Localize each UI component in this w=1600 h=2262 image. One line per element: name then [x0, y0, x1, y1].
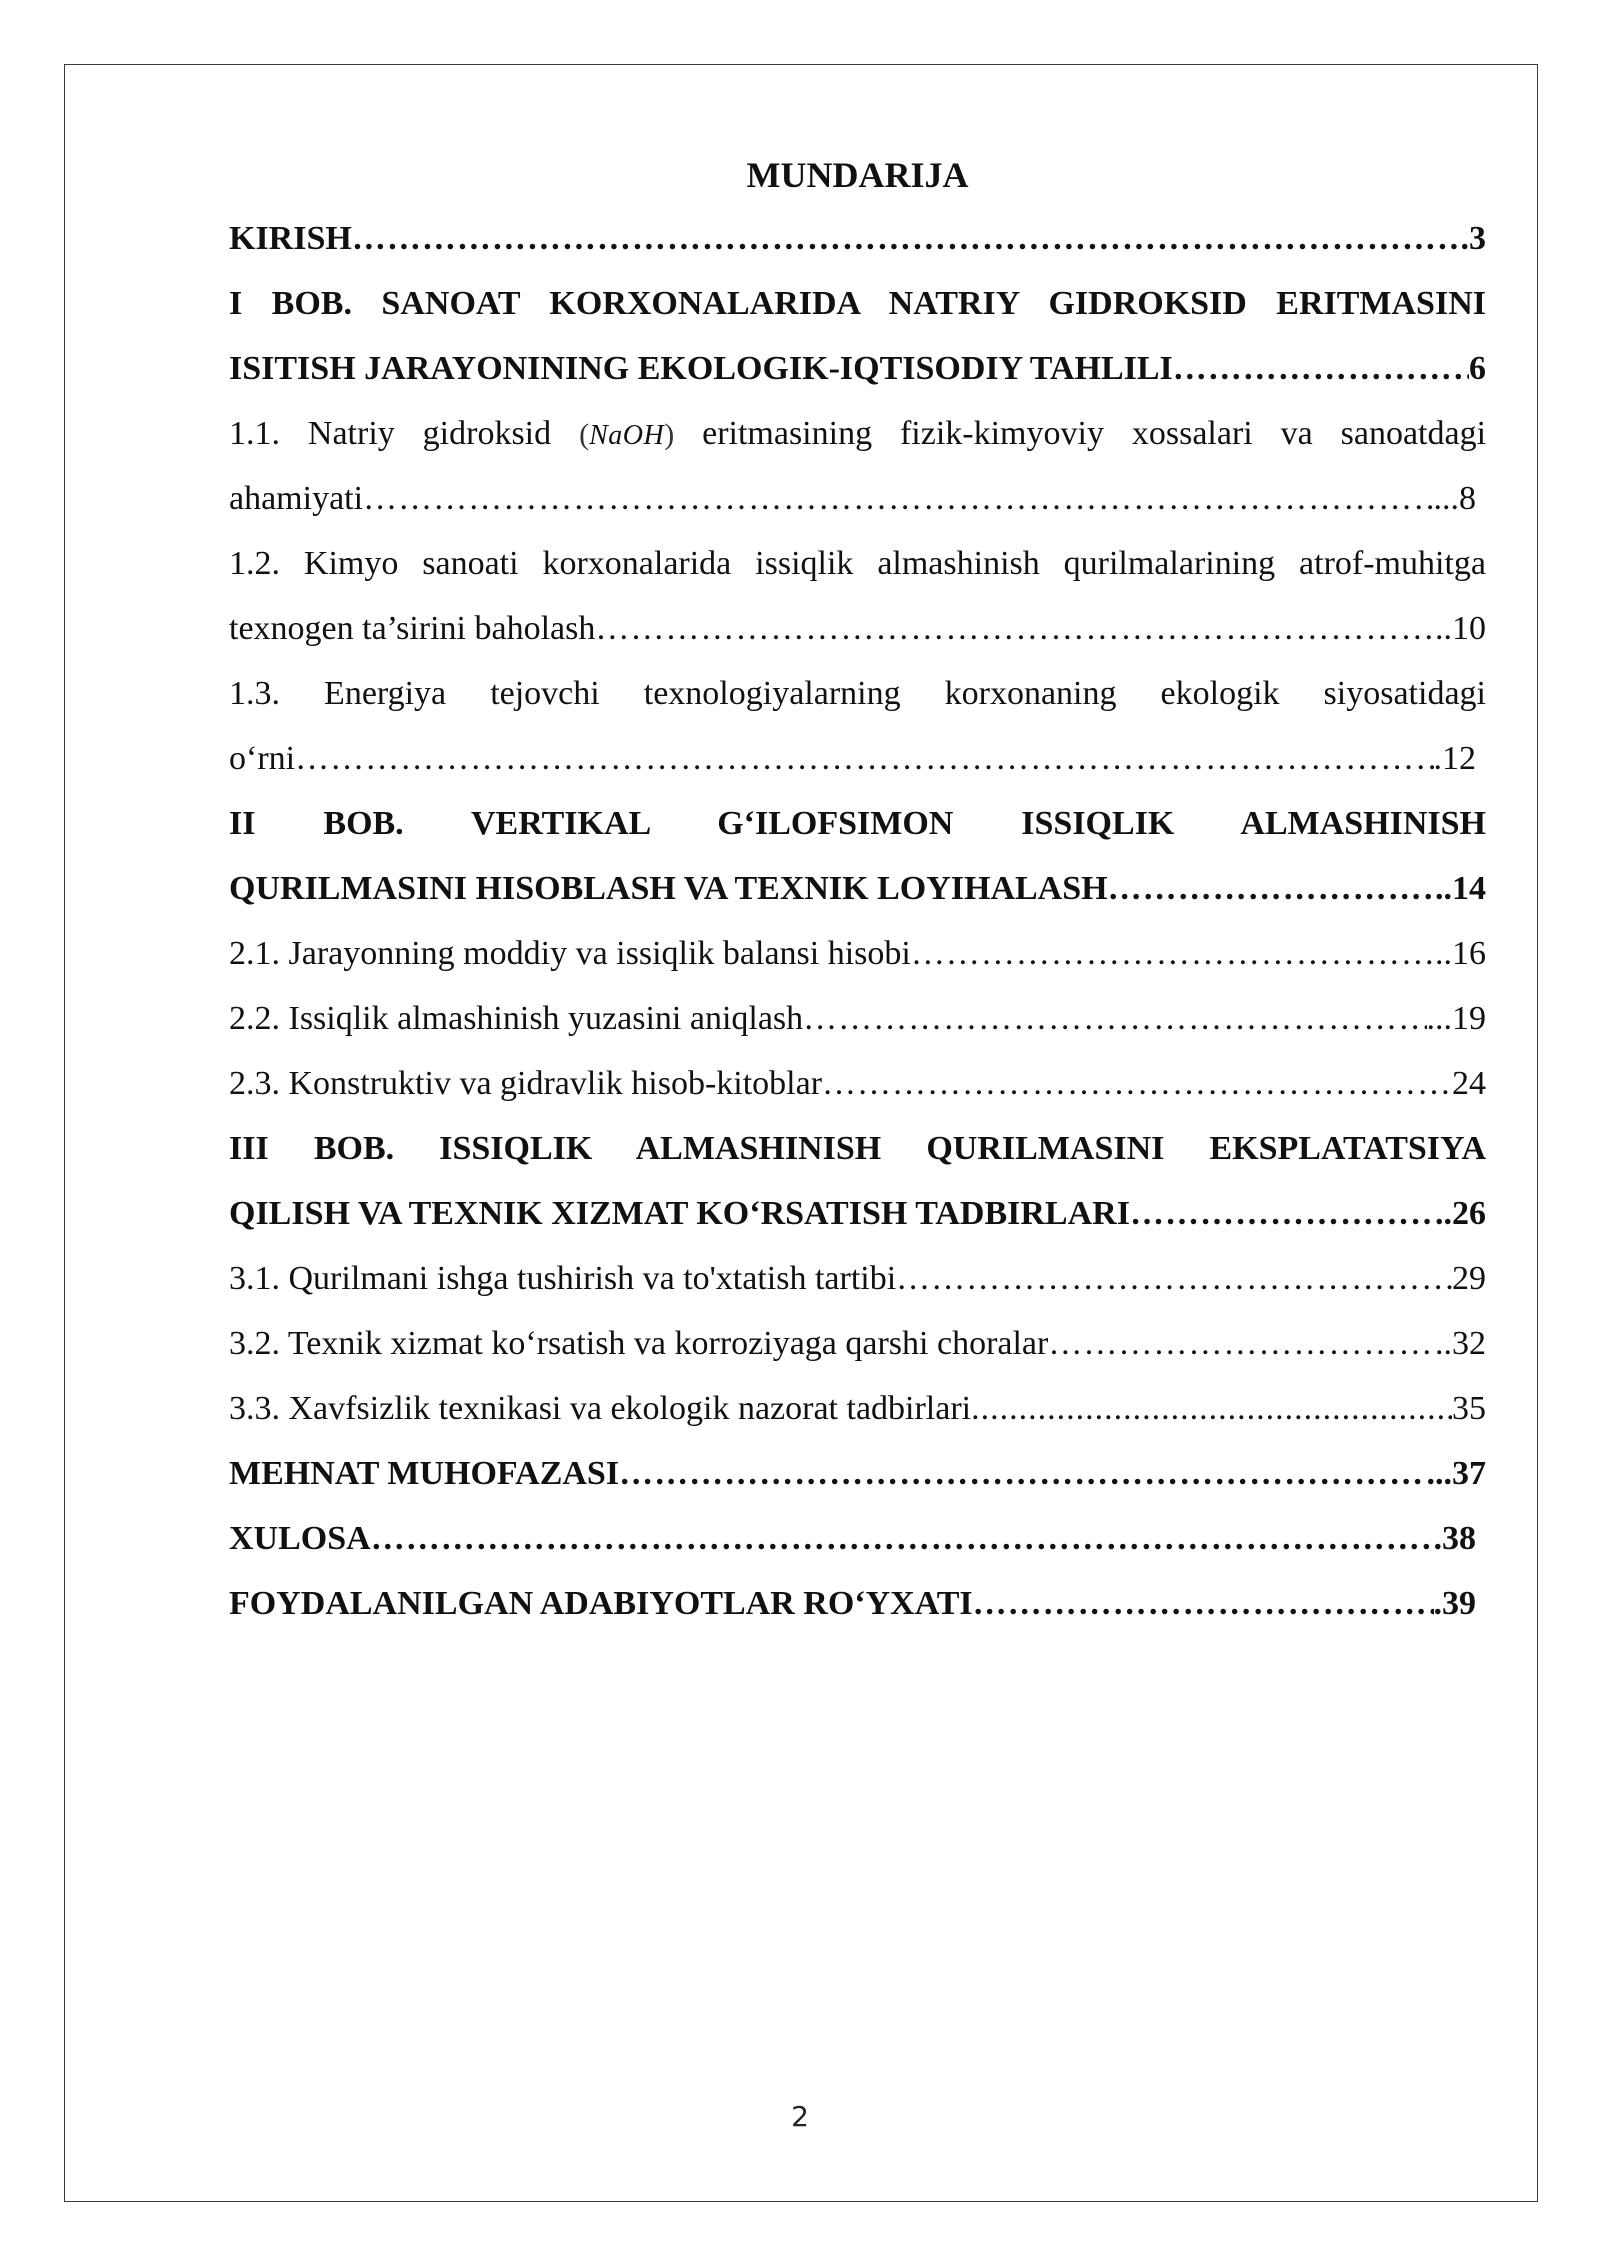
toc-page-number: ...19	[1426, 1000, 1486, 1037]
toc-entry-chapter-1-line-2[interactable]	[229, 336, 1486, 401]
toc-page-number: ...37	[1426, 1455, 1486, 1492]
dot-leader	[295, 726, 1433, 791]
toc-entry-label: 1.1. Natriy gidroksid	[229, 415, 552, 452]
toc-entry-section-2-3[interactable]	[229, 1051, 1486, 1116]
page-number: 2	[791, 2100, 809, 2133]
toc-entry-section-3-2[interactable]	[229, 1311, 1486, 1376]
toc-entry-section-3-3[interactable]	[229, 1376, 1486, 1441]
toc-page-number: 29	[1452, 1260, 1486, 1297]
dot-leader	[363, 466, 1433, 531]
toc-entry-kirish[interactable]	[229, 206, 1486, 271]
toc-entry-label: 3.3. Xavfsizlik texnikasi va ekologik nazorat tadbirlari	[229, 1390, 972, 1427]
dot-leader	[352, 206, 1461, 271]
dot-leader	[1130, 1181, 1435, 1246]
toc-entry-section-2-2[interactable]	[229, 986, 1486, 1051]
toc-page-number: .3	[1460, 220, 1486, 257]
toc-page-number: ..10	[1435, 610, 1486, 647]
dot-leader	[1108, 856, 1435, 921]
toc-entry-label: MEHNAT MUHOFAZASI	[229, 1455, 620, 1492]
toc-entry-section-1-1-line-1[interactable]	[229, 401, 1486, 466]
toc-entry-label: 2.2. Issiqlik almashinish yuzasini aniqlash	[229, 1000, 804, 1037]
dot-leader	[896, 1246, 1452, 1311]
toc-page-number: ...8	[1433, 480, 1476, 517]
dot-leader	[1048, 1311, 1435, 1376]
toc-entry-chapter-3-line-2[interactable]	[229, 1181, 1486, 1246]
toc-entry-label: ahamiyati	[229, 480, 364, 517]
formula: (NaOH)	[579, 418, 675, 451]
dot-leader	[1173, 336, 1469, 401]
toc-entry-section-2-1[interactable]	[229, 921, 1486, 986]
toc-entry-section-1-2-line-1[interactable]: 1.2. Kimyo sanoati korxonalarida issiqlik almashinish qurilmalarining atrof-muhitga	[229, 545, 1486, 582]
toc-entry-label: 2.3. Konstruktiv va gidravlik hisob-kitoblar	[229, 1065, 823, 1102]
toc-entry-chapter-2-line-2[interactable]	[229, 856, 1486, 921]
toc-entry-section-3-1[interactable]	[229, 1246, 1486, 1311]
toc-page-number: .12	[1433, 740, 1476, 777]
dot-leader	[971, 1376, 1452, 1441]
toc-page-number: ..14	[1435, 870, 1486, 907]
table-of-contents	[229, 144, 1486, 1636]
dot-leader	[803, 986, 1426, 1051]
toc-entry-chapter-1-line-1[interactable]: I BOB. SANOAT KORXONALARIDA NATRIY GIDROKSID ERITMASINI	[229, 285, 1486, 322]
dot-leader	[371, 1506, 1442, 1571]
toc-entry-label: FOYDALANILGAN ADABIYOTLAR RO‘YXATI	[229, 1585, 973, 1622]
toc-page-number: ..16	[1435, 935, 1486, 972]
toc-entry-section-1-3-line-1[interactable]: 1.3. Energiya tejovchi texnologiyalarning korxonaning ekologik siyosatidagi	[229, 675, 1486, 712]
dot-leader	[595, 596, 1435, 661]
toc-entry-adabiyotlar[interactable]	[229, 1571, 1476, 1636]
toc-page-number: 24	[1452, 1065, 1486, 1102]
toc-entry-mehnat-muhofazasi[interactable]	[229, 1441, 1486, 1506]
toc-entry-label: XULOSA	[229, 1520, 371, 1557]
toc-entry-chapter-2-line-1[interactable]: II BOB. VERTIKAL G‘ILOFSIMON ISSIQLIK ALMASHINISH	[229, 805, 1486, 842]
dot-leader	[822, 1051, 1452, 1116]
toc-page-number: 35	[1452, 1390, 1486, 1427]
toc-entry-label: 3.2. Texnik xizmat ko‘rsatish va korroziyaga qarshi choralar	[229, 1325, 1049, 1362]
toc-page-number: 38	[1442, 1520, 1476, 1557]
toc-page-number: 6	[1469, 350, 1486, 387]
toc-page-number: ..26	[1435, 1195, 1486, 1232]
toc-entry-xulosa[interactable]	[229, 1506, 1476, 1571]
toc-entry-chapter-3-line-1[interactable]: III BOB. ISSIQLIK ALMASHINISH QURILMASINI EKSPLATATSIYA	[229, 1130, 1486, 1167]
toc-entry-section-1-3-line-2[interactable]	[229, 726, 1476, 791]
toc-entry-label: eritmasining fizik-kimyoviy xossalari va sanoatdagi	[702, 415, 1486, 452]
toc-entry-label: 2.1. Jarayonning moddiy va issiqlik balansi hisobi	[229, 935, 911, 972]
toc-page-number: .39	[1433, 1585, 1476, 1622]
dot-leader	[911, 921, 1435, 986]
toc-entry-label: QURILMASINI HISOBLASH VA TEXNIK LOYIHALASH	[229, 870, 1108, 907]
formula-naoh: NaOH	[589, 420, 665, 451]
toc-entry-label: texnogen ta’sirini baholash	[229, 610, 596, 647]
dot-leader	[973, 1571, 1434, 1636]
toc-entry-label: QILISH VA TEXNIK XIZMAT KO‘RSATISH TADBIRLARI	[229, 1195, 1130, 1232]
dot-leader	[619, 1441, 1426, 1506]
toc-entry-label: ISITISH JARAYONINING EKOLOGIK-IQTISODIY TAHLILI	[229, 350, 1173, 387]
toc-page-number: ..32	[1435, 1325, 1486, 1362]
toc-entry-label: KIRISH	[229, 220, 352, 257]
toc-entry-section-1-1-line-2[interactable]	[229, 466, 1476, 531]
toc-title: MUNDARIJA	[746, 155, 969, 195]
toc-entry-label: 3.1. Qurilmani ishga tushirish va to'xtatish tartibi	[229, 1260, 897, 1297]
toc-entry-section-1-2-line-2[interactable]	[229, 596, 1486, 661]
toc-entry-label: o‘rni	[229, 740, 296, 777]
